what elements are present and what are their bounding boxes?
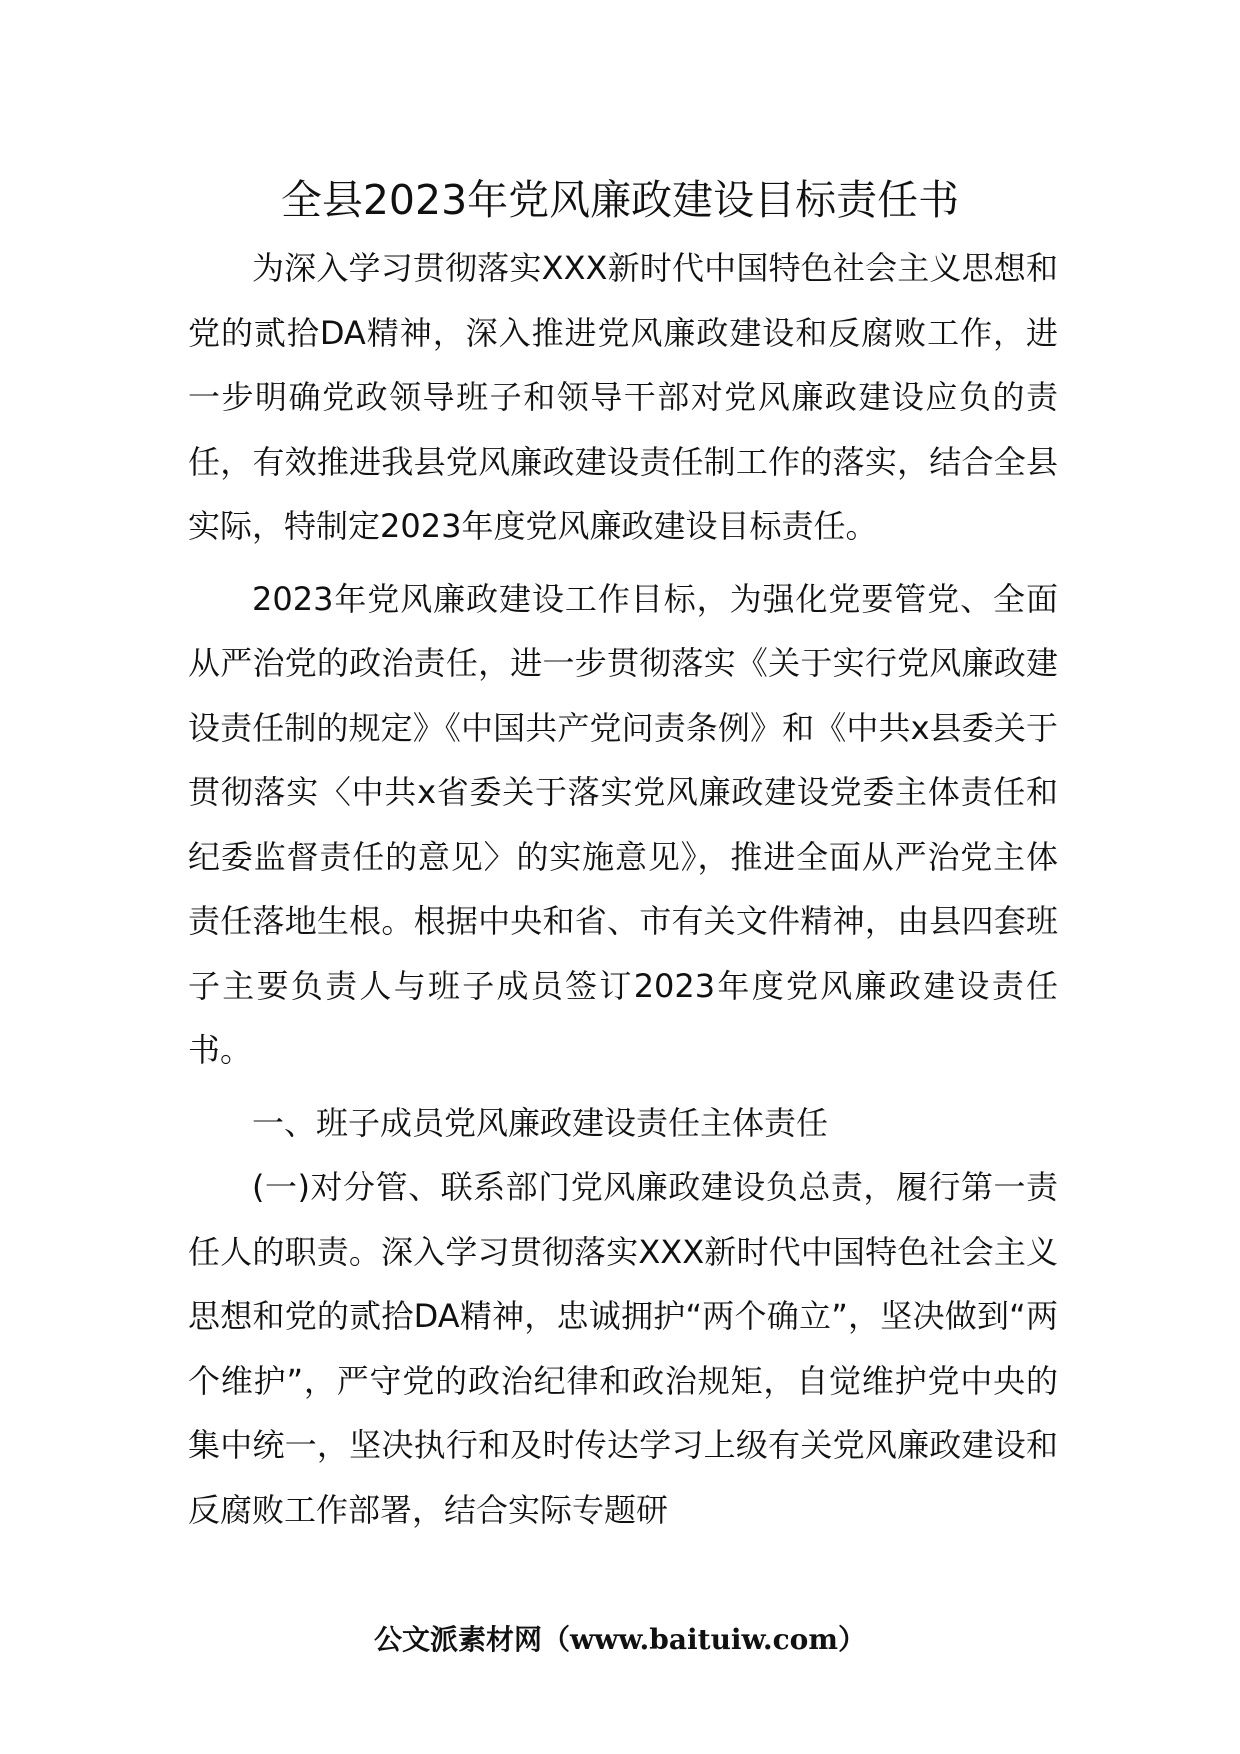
document-title: 全县2023年党风廉政建设目标责任书: [280, 176, 960, 224]
section-heading: 一、班子成员党风廉政建设责任主体责任: [252, 1103, 829, 1142]
paragraph-intro: 为深入学习贯彻落实XXX新时代中国特色社会主义思想和党的贰拾DA精神，深入推进党风廉政建设和反腐败工作，进一步明确党政领导班子和领导干部对党风廉政建设应负的责任，有效推进我县党风廉政建设责任制工作的落实，结合全县实际，特制定2023年度党风廉政建设目标责任。: [188, 249, 1058, 545]
document-body: [188, 236, 1058, 1542]
paragraph-section-one: (一)对分管、联系部门党风廉政建设负总责，履行第一责任人的职责。深入学习贯彻落实XXX新时代中国特色社会主义思想和党的贰拾DA精神，忠诚拥护“两个确立”，坚决做到“两个维护”，严守党的政治纪律和政治规矩，自觉维护党中央的集中统一，坚决执行和及时传达学习上级有关党风廉政建设和反腐败工作部署，结合实际专题研: [188, 1168, 1058, 1529]
paragraph-goals: 2023年党风廉政建设工作目标，为强化党要管党、全面从严治党的政治责任，进一步贯彻落实《关于实行党风廉政建设责任制的规定》《中国共产党问责条例》和《中共x县委关于贯彻落实〈中共x省委关于落实党风廉政建设党委主体责任和纪委监督责任的意见〉的实施意见》，推进全面从严治党主体责任落地生根。根据中央和省、市有关文件精神，由县四套班子主要负责人与班子成员签订2023年度党风廉政建设责任书。: [188, 579, 1058, 1069]
footer-watermark: 公文派素材网（www.baituiw.com）: [374, 1623, 866, 1656]
